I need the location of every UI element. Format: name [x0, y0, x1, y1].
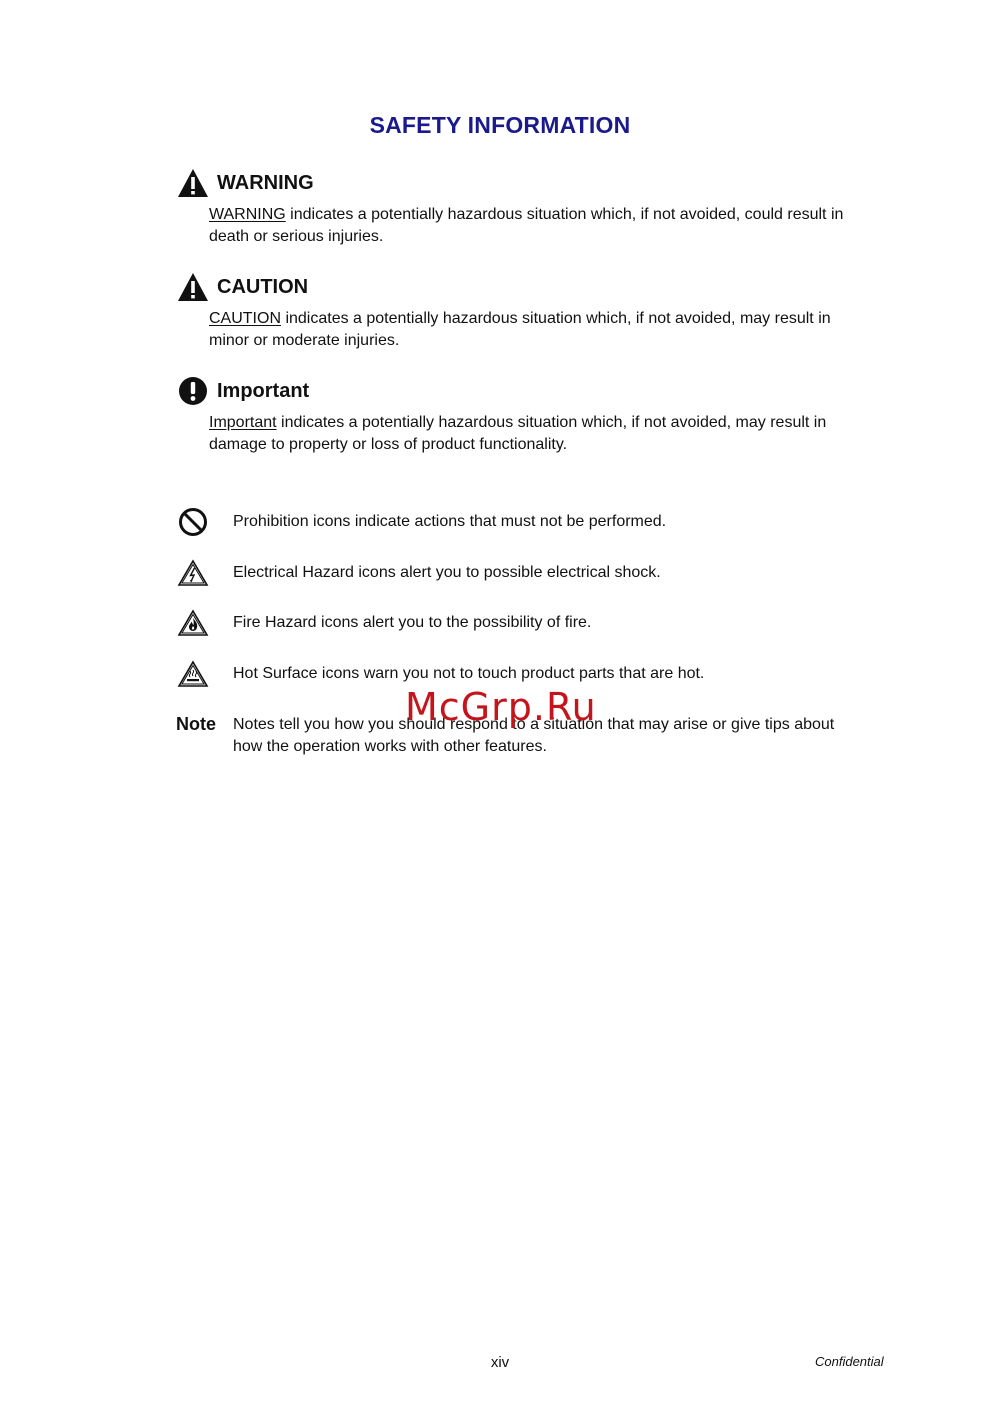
- caution-description: [209, 308, 864, 352]
- electrical-hazard-icon: [176, 556, 210, 590]
- warning-triangle-icon: [176, 166, 210, 200]
- prohibition-icon: [176, 505, 210, 539]
- warning-term: WARNING: [209, 206, 286, 223]
- fire-hazard-text: Fire Hazard icons alert you to the possibility of fire.: [233, 614, 592, 631]
- fire-hazard-row: [176, 606, 866, 640]
- hot-surface-text: Hot Surface icons warn you not to touch product parts that are hot.: [233, 665, 705, 682]
- confidential-label: Confidential: [815, 1354, 884, 1369]
- warning-heading: WARNING: [217, 171, 314, 194]
- note-text: Notes tell you how you should respond to a situation that may arise or give tips about how the operation works with other features.: [233, 716, 835, 755]
- watermark: McGrp.Ru: [405, 685, 597, 729]
- page-number: xiv: [490, 1354, 510, 1371]
- electrical-hazard-row: [176, 556, 866, 590]
- important-term: Important: [209, 414, 277, 431]
- important-description: [209, 412, 864, 456]
- caution-section: [176, 270, 866, 352]
- note-label: Note: [176, 714, 216, 734]
- prohibition-row: [176, 505, 866, 539]
- important-exclamation-icon: [176, 374, 210, 408]
- page-title: SAFETY INFORMATION: [369, 112, 631, 138]
- important-section: [176, 374, 866, 456]
- hot-surface-icon: [176, 657, 210, 691]
- important-heading: Important: [217, 379, 310, 402]
- caution-triangle-icon: [176, 270, 210, 304]
- warning-section: [176, 166, 866, 248]
- important-text: indicates a potentially hazardous situation which, if not avoided, may result in damage to property or loss of product functionality.: [209, 414, 827, 453]
- caution-term: CAUTION: [209, 310, 281, 327]
- fire-hazard-icon: [176, 606, 210, 640]
- caution-text: indicates a potentially hazardous situation which, if not avoided, may result in minor or moderate injuries.: [209, 310, 831, 349]
- electrical-hazard-text: Electrical Hazard icons alert you to possible electrical shock.: [233, 564, 661, 581]
- warning-description: [209, 204, 864, 248]
- prohibition-text: Prohibition icons indicate actions that must not be performed.: [233, 513, 667, 530]
- caution-heading: CAUTION: [217, 275, 309, 298]
- warning-text: indicates a potentially hazardous situation which, if not avoided, could result in death or serious injuries.: [209, 206, 844, 245]
